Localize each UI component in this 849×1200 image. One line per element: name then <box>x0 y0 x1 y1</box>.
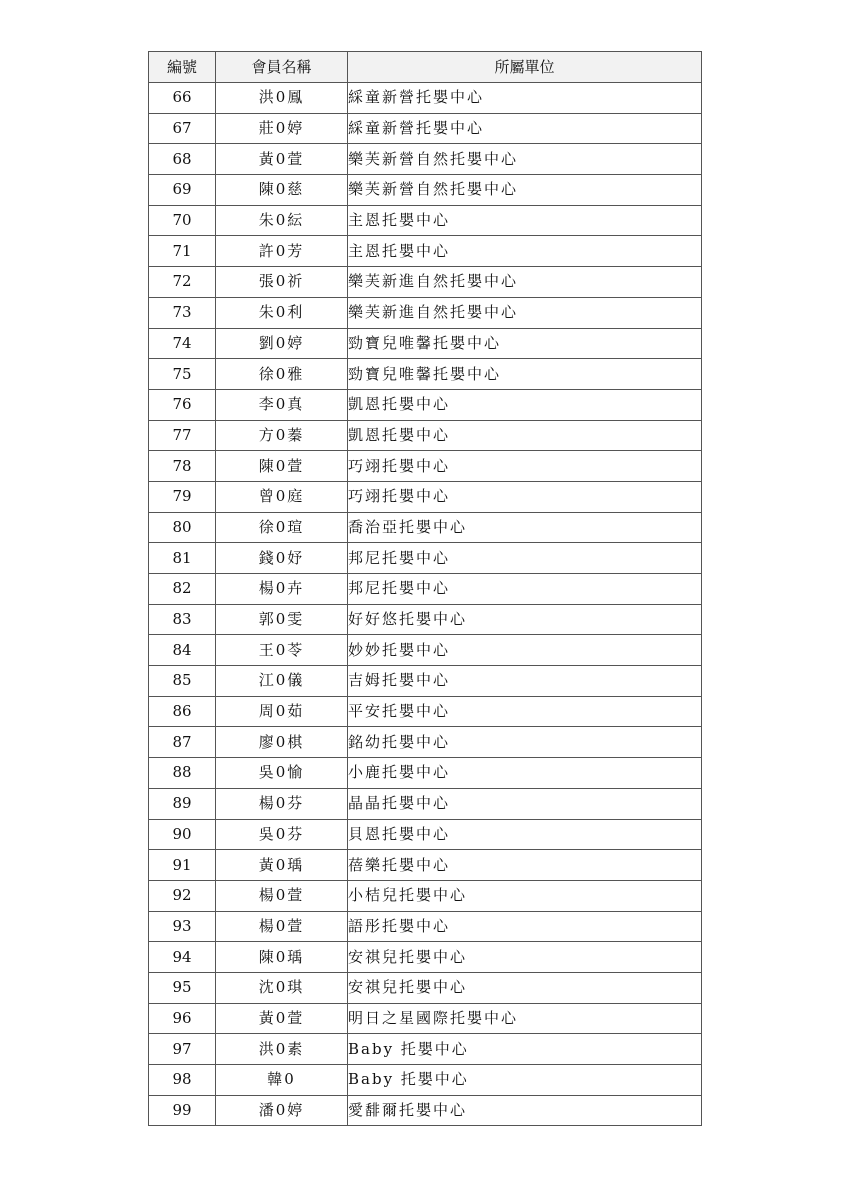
header-member-name: 會員名稱 <box>216 52 348 83</box>
row-number: 91 <box>149 850 216 881</box>
member-name: 楊0卉 <box>216 574 348 605</box>
table-row <box>149 236 702 267</box>
member-name: 郭0雯 <box>216 604 348 635</box>
member-unit: 好好悠托嬰中心 <box>348 604 702 635</box>
member-name: 韓0 <box>216 1065 348 1096</box>
member-name: 曾0庭 <box>216 481 348 512</box>
member-unit: 吉姆托嬰中心 <box>348 666 702 697</box>
member-name: 洪0鳳 <box>216 83 348 114</box>
member-name: 楊0萱 <box>216 911 348 942</box>
member-unit: 小桔兒托嬰中心 <box>348 880 702 911</box>
row-number: 88 <box>149 758 216 789</box>
member-unit: 主恩托嬰中心 <box>348 205 702 236</box>
row-number: 81 <box>149 543 216 574</box>
member-name: 黃0萱 <box>216 144 348 175</box>
row-number: 87 <box>149 727 216 758</box>
row-number: 80 <box>149 512 216 543</box>
member-unit: 主恩托嬰中心 <box>348 236 702 267</box>
member-name: 許0芳 <box>216 236 348 267</box>
table-row <box>149 1034 702 1065</box>
table-row <box>149 911 702 942</box>
row-number: 68 <box>149 144 216 175</box>
member-name: 徐0瑄 <box>216 512 348 543</box>
member-name: 沈0琪 <box>216 972 348 1003</box>
row-number: 86 <box>149 696 216 727</box>
member-name: 張0祈 <box>216 267 348 298</box>
table-row <box>149 758 702 789</box>
member-name: 陳0萱 <box>216 451 348 482</box>
member-unit: 明日之星國際托嬰中心 <box>348 1003 702 1034</box>
member-name: 王0苓 <box>216 635 348 666</box>
row-number: 84 <box>149 635 216 666</box>
table-row <box>149 819 702 850</box>
row-number: 75 <box>149 359 216 390</box>
row-number: 76 <box>149 389 216 420</box>
table-row <box>149 880 702 911</box>
member-name: 黃0瑀 <box>216 850 348 881</box>
table-row <box>149 420 702 451</box>
member-name: 吳0芬 <box>216 819 348 850</box>
table-row <box>149 328 702 359</box>
member-name: 江0儀 <box>216 666 348 697</box>
member-unit: 勁寶兒唯馨托嬰中心 <box>348 359 702 390</box>
member-unit: 喬治亞托嬰中心 <box>348 512 702 543</box>
table-row <box>149 850 702 881</box>
row-number: 69 <box>149 175 216 206</box>
row-number: 96 <box>149 1003 216 1034</box>
header-row <box>149 52 702 83</box>
member-name: 周0茹 <box>216 696 348 727</box>
table-row <box>149 696 702 727</box>
member-name: 朱0利 <box>216 297 348 328</box>
table-header <box>149 52 702 83</box>
row-number: 70 <box>149 205 216 236</box>
member-unit: 凱恩托嬰中心 <box>348 389 702 420</box>
row-number: 74 <box>149 328 216 359</box>
row-number: 67 <box>149 113 216 144</box>
member-unit: 安祺兒托嬰中心 <box>348 942 702 973</box>
member-unit: 勁寶兒唯馨托嬰中心 <box>348 328 702 359</box>
row-number: 93 <box>149 911 216 942</box>
member-unit: 銘幼托嬰中心 <box>348 727 702 758</box>
member-roster-table <box>148 51 702 1126</box>
member-unit: 樂芙新進自然托嬰中心 <box>348 297 702 328</box>
member-name: 方0蓁 <box>216 420 348 451</box>
member-unit: 樂芙新營自然托嬰中心 <box>348 144 702 175</box>
row-number: 94 <box>149 942 216 973</box>
table-row <box>149 543 702 574</box>
table-row <box>149 1065 702 1096</box>
table-row <box>149 175 702 206</box>
member-unit: Baby 托嬰中心 <box>348 1065 702 1096</box>
header-unit: 所屬單位 <box>348 52 702 83</box>
table-row <box>149 1095 702 1126</box>
table-row <box>149 574 702 605</box>
member-unit: 妙妙托嬰中心 <box>348 635 702 666</box>
member-name: 洪0素 <box>216 1034 348 1065</box>
member-name: 錢0妤 <box>216 543 348 574</box>
row-number: 71 <box>149 236 216 267</box>
member-unit: Baby 托嬰中心 <box>348 1034 702 1065</box>
table-row <box>149 512 702 543</box>
member-name: 楊0萱 <box>216 880 348 911</box>
table-row <box>149 1003 702 1034</box>
member-name: 李0真 <box>216 389 348 420</box>
row-number: 72 <box>149 267 216 298</box>
header-number: 編號 <box>149 52 216 83</box>
member-unit: 綵童新營托嬰中心 <box>348 83 702 114</box>
member-unit: 邦尼托嬰中心 <box>348 543 702 574</box>
table-row <box>149 666 702 697</box>
table-row <box>149 389 702 420</box>
table-row <box>149 942 702 973</box>
member-unit: 巧翊托嬰中心 <box>348 481 702 512</box>
member-unit: 蓓樂托嬰中心 <box>348 850 702 881</box>
member-unit: 凱恩托嬰中心 <box>348 420 702 451</box>
member-name: 楊0芬 <box>216 788 348 819</box>
row-number: 90 <box>149 819 216 850</box>
table-row <box>149 267 702 298</box>
table-row <box>149 297 702 328</box>
table-row <box>149 481 702 512</box>
table-row <box>149 451 702 482</box>
table-row <box>149 727 702 758</box>
member-unit: 邦尼托嬰中心 <box>348 574 702 605</box>
row-number: 78 <box>149 451 216 482</box>
member-name: 劉0婷 <box>216 328 348 359</box>
member-unit: 樂芙新進自然托嬰中心 <box>348 267 702 298</box>
table-row <box>149 788 702 819</box>
member-unit: 小鹿托嬰中心 <box>348 758 702 789</box>
member-unit: 語彤托嬰中心 <box>348 911 702 942</box>
row-number: 77 <box>149 420 216 451</box>
member-unit: 貝恩托嬰中心 <box>348 819 702 850</box>
table-row <box>149 604 702 635</box>
member-unit: 平安托嬰中心 <box>348 696 702 727</box>
member-name: 朱0紜 <box>216 205 348 236</box>
member-unit: 安祺兒托嬰中心 <box>348 972 702 1003</box>
row-number: 79 <box>149 481 216 512</box>
member-unit: 樂芙新營自然托嬰中心 <box>348 175 702 206</box>
row-number: 98 <box>149 1065 216 1096</box>
member-name: 徐0雅 <box>216 359 348 390</box>
member-unit: 晶晶托嬰中心 <box>348 788 702 819</box>
row-number: 85 <box>149 666 216 697</box>
member-name: 吳0愉 <box>216 758 348 789</box>
member-name: 陳0慈 <box>216 175 348 206</box>
member-name: 陳0瑀 <box>216 942 348 973</box>
table-row <box>149 83 702 114</box>
row-number: 66 <box>149 83 216 114</box>
table-row <box>149 144 702 175</box>
member-name: 莊0婷 <box>216 113 348 144</box>
row-number: 97 <box>149 1034 216 1065</box>
member-name: 黃0萱 <box>216 1003 348 1034</box>
member-name: 潘0婷 <box>216 1095 348 1126</box>
table-body <box>149 83 702 1126</box>
table-row <box>149 359 702 390</box>
row-number: 82 <box>149 574 216 605</box>
row-number: 92 <box>149 880 216 911</box>
table-row <box>149 205 702 236</box>
row-number: 73 <box>149 297 216 328</box>
table-row <box>149 635 702 666</box>
member-unit: 綵童新營托嬰中心 <box>348 113 702 144</box>
row-number: 95 <box>149 972 216 1003</box>
row-number: 83 <box>149 604 216 635</box>
table-row <box>149 113 702 144</box>
member-unit: 愛馡爾托嬰中心 <box>348 1095 702 1126</box>
member-unit: 巧翊托嬰中心 <box>348 451 702 482</box>
member-name: 廖0棋 <box>216 727 348 758</box>
row-number: 99 <box>149 1095 216 1126</box>
row-number: 89 <box>149 788 216 819</box>
table-row <box>149 972 702 1003</box>
